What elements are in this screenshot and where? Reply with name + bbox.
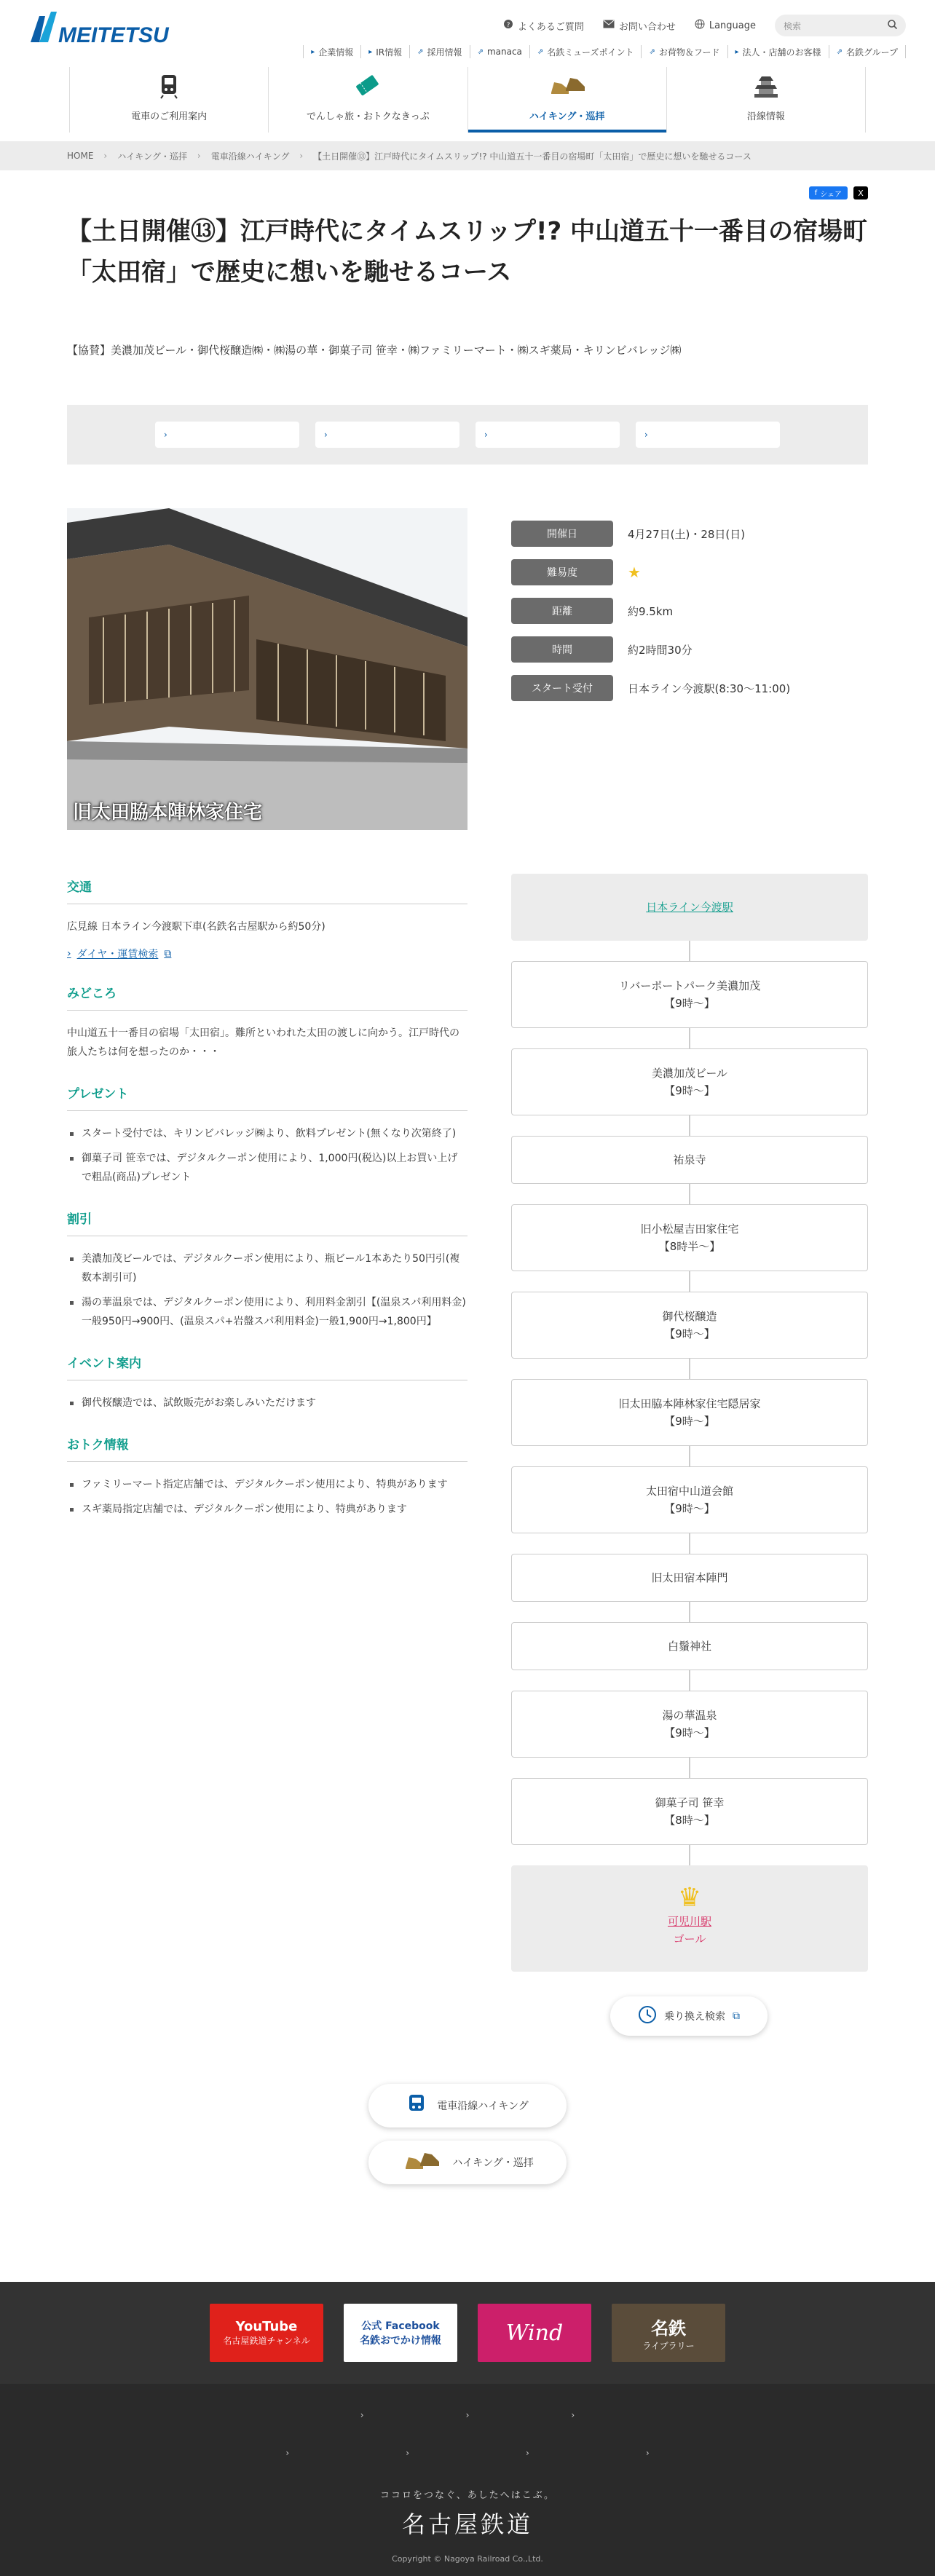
star-icon: ★ bbox=[628, 564, 641, 581]
route-stop bbox=[511, 1379, 868, 1446]
library-banner-sub: ライブラリー bbox=[642, 2341, 695, 2351]
anchor-tab[interactable] bbox=[636, 422, 780, 448]
section-heading: プレゼント bbox=[67, 1083, 468, 1111]
breadcrumb bbox=[0, 141, 935, 170]
footer-link[interactable]: › bbox=[526, 2448, 529, 2458]
globe-icon bbox=[695, 19, 705, 32]
highlight-text: 中山道五十一番目の宿場「太田宿」。難所といわれた太田の渡しに向かう。江戸時代の旅人たちは何を想ったのか・・・ bbox=[67, 1027, 459, 1058]
access-section bbox=[67, 877, 468, 961]
info-label: スタート受付 bbox=[511, 675, 613, 701]
section-heading: 交通 bbox=[67, 877, 468, 904]
corp-link-label: 採用情報 bbox=[427, 47, 462, 58]
route-connector bbox=[689, 1670, 690, 1691]
info-label: 開催日 bbox=[511, 521, 613, 547]
library-banner-title: 名鉄 bbox=[651, 2318, 686, 2339]
footer-tagline: ココロをつなぐ、あしたへはこぶ。 bbox=[379, 2490, 555, 2501]
stop-name: 御代桜醸造 bbox=[662, 1310, 717, 1323]
stop-time: 【8時半～】 bbox=[658, 1240, 721, 1253]
gnav-label: 電車のご利用案内 bbox=[131, 111, 208, 122]
route-connector bbox=[689, 1845, 690, 1865]
crown-icon: ♛ bbox=[677, 1883, 702, 1913]
route-stop bbox=[511, 961, 868, 1028]
stop-name: 太田宿中山道会館 bbox=[645, 1485, 733, 1498]
corporate-links bbox=[303, 45, 906, 58]
info-label: 難易度 bbox=[511, 559, 613, 585]
chevron-right-icon: › bbox=[644, 430, 648, 440]
route-connector bbox=[689, 1184, 690, 1204]
route-stop bbox=[511, 1622, 868, 1670]
transfer-search-label: 乗り換え検索 bbox=[664, 2011, 725, 2023]
course-route bbox=[511, 874, 868, 1972]
external-link-icon: ⧉ bbox=[164, 948, 172, 960]
stop-name: 旧小松屋吉田家住宅 bbox=[640, 1222, 739, 1236]
route-stop bbox=[511, 1466, 868, 1533]
photo-caption: 旧太田脇本陣林家住宅 bbox=[73, 802, 263, 823]
stop-time: 【8時～】 bbox=[664, 1814, 715, 1827]
info-row-duration bbox=[511, 636, 868, 663]
breadcrumb-current: 【土日開催⑬】江戸時代にタイムスリップ!? 中山道五十一番目の宿場町「太田宿」で歴史に想いを馳せるコース bbox=[313, 151, 751, 162]
gnav-hiking[interactable] bbox=[468, 67, 666, 133]
stop-time: 【9時～】 bbox=[664, 1084, 715, 1097]
external-link-icon: ⧉ bbox=[733, 2010, 740, 2022]
timetable-fare-label: ダイヤ・運賃検索 bbox=[76, 949, 159, 960]
breadcrumb-home[interactable]: HOME bbox=[67, 151, 94, 161]
hiking-pilgrimage-label: ハイキング・巡拝 bbox=[452, 2157, 534, 2169]
search-placeholder: 検索 bbox=[784, 20, 802, 31]
language-label: Language bbox=[709, 20, 756, 31]
list-item: 御代桜醸造では、試飲販売がお楽しみいただけます bbox=[67, 1394, 468, 1413]
contact-link[interactable] bbox=[603, 19, 676, 33]
anchor-tabs bbox=[67, 405, 868, 465]
route-connector bbox=[689, 1758, 690, 1778]
question-circle-icon bbox=[503, 19, 513, 32]
stop-name: リバーポートパーク美濃加茂 bbox=[618, 979, 761, 992]
list-item: スギ薬局指定店舗では、デジタルクーポン使用により、特典があります bbox=[67, 1500, 468, 1519]
stop-name: 旧太田宿本陣門 bbox=[651, 1571, 728, 1584]
faq-link[interactable] bbox=[503, 19, 584, 33]
language-link[interactable] bbox=[695, 19, 756, 32]
facebook-banner-sub: 名鉄おでかけ情報 bbox=[360, 2335, 441, 2347]
footer-links-row bbox=[0, 2448, 935, 2458]
footer-link[interactable]: › bbox=[406, 2448, 409, 2458]
x-icon: X bbox=[858, 188, 864, 198]
corp-link-label: manaca bbox=[486, 47, 522, 57]
corp-link-label: 企業情報 bbox=[318, 47, 354, 58]
anchor-tab[interactable] bbox=[315, 422, 459, 448]
train-icon bbox=[159, 74, 179, 101]
footer-link[interactable]: › bbox=[465, 2410, 470, 2420]
site-header bbox=[0, 0, 935, 138]
goal-label: ゴール bbox=[673, 1932, 706, 1945]
highlight-section bbox=[67, 983, 468, 1062]
event-section bbox=[67, 1353, 468, 1413]
section-heading: おトク情報 bbox=[67, 1434, 468, 1462]
corp-link-business[interactable] bbox=[727, 45, 829, 58]
footer-link[interactable]: › bbox=[285, 2448, 290, 2458]
utility-nav bbox=[503, 15, 906, 36]
logo-text: MEITETSU bbox=[58, 23, 169, 47]
corp-link-baggage-food[interactable] bbox=[641, 45, 727, 58]
site-footer bbox=[0, 2384, 935, 2576]
footer-banners bbox=[0, 2282, 935, 2384]
present-section bbox=[67, 1083, 468, 1187]
stop-time: 【9時～】 bbox=[664, 1327, 715, 1340]
chevron-right-icon: › bbox=[164, 430, 167, 440]
corp-link-label: 名鉄グループ bbox=[845, 47, 898, 58]
svg-text:?: ? bbox=[506, 22, 510, 29]
meitetsu-logo[interactable] bbox=[29, 9, 169, 47]
corp-link-group[interactable] bbox=[829, 45, 906, 58]
section-heading: みどころ bbox=[67, 983, 468, 1011]
arrow-icon: ▸ bbox=[311, 47, 315, 56]
facebook-banner[interactable] bbox=[344, 2304, 457, 2362]
corp-link-label: 名鉄ミューズポイント bbox=[547, 47, 634, 58]
train-icon bbox=[406, 2093, 427, 2118]
list-item: 御菓子司 笹幸では、デジタルクーポン使用により、1,000円(税込)以上お買い上げで粗品(商品)プレゼント bbox=[67, 1149, 468, 1187]
corp-link-label: お荷物＆フード bbox=[658, 47, 720, 58]
route-stop bbox=[511, 1292, 868, 1359]
hiking-shoes-icon bbox=[547, 74, 588, 101]
footer-links-row bbox=[0, 2410, 935, 2420]
deals-section bbox=[67, 1434, 468, 1519]
search-icon[interactable] bbox=[888, 20, 897, 31]
list-item: スタート受付では、キリンビバレッジ㈱より、飲料プレゼント(無くなり次第終了) bbox=[67, 1124, 468, 1143]
breadcrumb-hiking[interactable]: ハイキング・巡拝 bbox=[117, 151, 187, 162]
facebook-share-button[interactable] bbox=[809, 186, 848, 199]
corp-link-label: IR情報 bbox=[376, 47, 403, 58]
info-label: 時間 bbox=[511, 636, 613, 663]
railway-hiking-label: 電車沿線ハイキング bbox=[437, 2101, 529, 2112]
list-item: 湯の華温泉では、デジタルクーポン使用により、利用料金割引【(温泉スパ利用料金)一般950円→900円、(温泉スパ+岩盤スパ利用料金)一般1,900円→1,800円】 bbox=[67, 1293, 468, 1331]
footer-link[interactable]: › bbox=[360, 2410, 364, 2420]
gnav-label: 沿線情報 bbox=[746, 111, 785, 122]
corp-link-recruit[interactable] bbox=[409, 45, 469, 58]
stop-time: 【9時～】 bbox=[664, 1502, 715, 1515]
event-info bbox=[511, 520, 868, 713]
corp-link-label: 法人・店舗のお客様 bbox=[742, 47, 821, 58]
wind-banner-title: Wind bbox=[505, 2320, 564, 2346]
info-label: 距離 bbox=[511, 598, 613, 624]
youtube-banner-title: YouTube bbox=[235, 2319, 298, 2334]
sponsor-text: 【協賛】美濃加茂ビール・御代桜醸造㈱・㈱湯の華・御菓子司 笹幸・㈱ファミリーマート・㈱スギ薬局・キリンビバレッジ㈱ bbox=[67, 344, 682, 357]
stop-name: 御菓子司 笹幸 bbox=[655, 1796, 725, 1809]
hiking-shoes-icon bbox=[401, 2150, 442, 2175]
stop-time: 【9時～】 bbox=[664, 997, 715, 1010]
corp-link-muse-point[interactable] bbox=[529, 45, 642, 58]
chevron-right-icon: › bbox=[484, 430, 488, 440]
info-value: 約2時間30分 bbox=[628, 643, 693, 657]
external-link-icon: ⇗ bbox=[477, 47, 484, 56]
stop-name: 湯の華温泉 bbox=[662, 1709, 717, 1722]
arrow-icon: ▸ bbox=[368, 47, 373, 56]
gnav-area-info[interactable] bbox=[666, 67, 866, 133]
route-connector bbox=[689, 1359, 690, 1379]
x-share-button[interactable] bbox=[853, 186, 868, 199]
footer-link[interactable]: › bbox=[645, 2448, 650, 2458]
route-connector bbox=[689, 1115, 690, 1136]
wind-banner[interactable] bbox=[478, 2304, 591, 2362]
info-row-start bbox=[511, 674, 868, 702]
faq-label: よくあるご質問 bbox=[517, 21, 584, 33]
route-stop bbox=[511, 1204, 868, 1271]
breadcrumb-railway-hiking[interactable]: 電車沿線ハイキング bbox=[210, 151, 290, 162]
stop-name: 祐泉寺 bbox=[673, 1153, 706, 1166]
global-nav bbox=[69, 67, 866, 133]
info-value: 日本ライン今渡駅(8:30～11:00) bbox=[628, 681, 791, 695]
hiking-pilgrimage-button[interactable] bbox=[368, 2141, 567, 2184]
share-buttons bbox=[809, 186, 868, 199]
info-row-date bbox=[511, 520, 868, 548]
info-value: 約9.5km bbox=[628, 604, 674, 618]
corp-link-manaca[interactable] bbox=[470, 45, 529, 58]
access-text: 広見線 日本ライン今渡駅下車(名鉄名古屋駅から約50分) bbox=[67, 921, 326, 933]
youtube-banner[interactable] bbox=[210, 2304, 323, 2362]
corp-link-ir[interactable] bbox=[360, 45, 409, 58]
facebook-share-label: シェア bbox=[820, 190, 842, 199]
anchor-tab[interactable] bbox=[476, 422, 620, 448]
historic-house-image bbox=[67, 508, 468, 830]
chevron-right-icon: › bbox=[197, 151, 201, 161]
gnav-label: ハイキング・巡拝 bbox=[529, 111, 605, 122]
route-connector bbox=[689, 1271, 690, 1292]
course-photo bbox=[67, 508, 468, 830]
search-input[interactable] bbox=[775, 15, 906, 36]
stop-name: 旧太田脇本陣林家住宅隠居家 bbox=[618, 1397, 761, 1410]
external-link-icon: ⇗ bbox=[836, 47, 843, 56]
info-row-difficulty bbox=[511, 558, 868, 586]
gnav-tickets[interactable] bbox=[268, 67, 467, 133]
route-goal bbox=[511, 1865, 868, 1972]
chevron-right-icon: › bbox=[67, 948, 71, 960]
footer-company-name: 名古屋鉄道 bbox=[401, 2510, 533, 2538]
route-connector bbox=[689, 1602, 690, 1622]
clock-icon bbox=[638, 2005, 657, 2027]
route-connector bbox=[689, 1533, 690, 1554]
route-connector bbox=[689, 1028, 690, 1048]
route-stop bbox=[511, 1048, 868, 1115]
timetable-fare-link[interactable] bbox=[67, 947, 468, 961]
route-stop bbox=[511, 1778, 868, 1845]
chevron-right-icon: › bbox=[103, 151, 108, 161]
mail-icon bbox=[603, 20, 615, 31]
external-link-icon: ⇗ bbox=[417, 47, 424, 56]
list-item: ファミリーマート指定店舗では、デジタルクーポン使用により、特典があります bbox=[67, 1475, 468, 1494]
footer-copyright: Copyright © Nagoya Railroad Co.,Ltd. bbox=[392, 2554, 543, 2564]
route-stop bbox=[511, 1554, 868, 1602]
course-details bbox=[67, 877, 468, 1541]
youtube-banner-sub: 名古屋鉄道チャンネル bbox=[223, 2336, 310, 2346]
stop-name: 白鬚神社 bbox=[667, 1640, 711, 1653]
route-connector bbox=[689, 1446, 690, 1466]
info-row-distance bbox=[511, 597, 868, 625]
arrow-icon: ▸ bbox=[735, 47, 739, 56]
external-link-icon: ⇗ bbox=[649, 47, 655, 56]
list-item: 美濃加茂ビールでは、デジタルクーポン使用により、瓶ビール1本あたり50円引(複数本割引可) bbox=[67, 1249, 468, 1287]
railway-hiking-button[interactable] bbox=[368, 2084, 567, 2127]
gnav-train-guide[interactable] bbox=[69, 67, 268, 133]
section-heading: イベント案内 bbox=[67, 1353, 468, 1380]
transfer-search-button[interactable] bbox=[610, 1996, 768, 2036]
castle-icon bbox=[751, 74, 781, 101]
stop-time: 【9時～】 bbox=[664, 1726, 715, 1739]
facebook-banner-title: 公式 Facebook bbox=[361, 2320, 440, 2332]
chevron-right-icon: › bbox=[324, 430, 328, 440]
facebook-icon: f bbox=[814, 189, 818, 197]
ticket-icon bbox=[353, 74, 382, 101]
goal-station-link[interactable]: 可児川駅 bbox=[667, 1915, 711, 1928]
corp-link-company[interactable] bbox=[303, 45, 360, 58]
library-banner[interactable] bbox=[612, 2304, 725, 2362]
chevron-right-icon: › bbox=[299, 151, 304, 161]
route-start-station[interactable]: 日本ライン今渡駅 bbox=[511, 874, 868, 941]
route-connector bbox=[689, 941, 690, 961]
discount-section bbox=[67, 1209, 468, 1331]
gnav-label: でんしゃ旅・おトクなきっぷ bbox=[307, 111, 430, 122]
footer-link[interactable]: › bbox=[571, 2410, 575, 2420]
route-stop bbox=[511, 1691, 868, 1758]
stop-name: 美濃加茂ビール bbox=[651, 1067, 728, 1080]
contact-label: お問い合わせ bbox=[618, 21, 676, 33]
page-title: 【土日開催⑬】江戸時代にタイムスリップ!? 中山道五十一番目の宿場町「太田宿」で歴史に想いを馳せるコース bbox=[67, 217, 868, 287]
section-heading: 割引 bbox=[67, 1209, 468, 1236]
external-link-icon: ⇗ bbox=[537, 47, 544, 56]
anchor-tab[interactable] bbox=[155, 422, 299, 448]
stop-time: 【9時～】 bbox=[664, 1415, 715, 1428]
info-value: 4月27日(土)・28日(日) bbox=[628, 527, 746, 541]
route-stop bbox=[511, 1136, 868, 1184]
